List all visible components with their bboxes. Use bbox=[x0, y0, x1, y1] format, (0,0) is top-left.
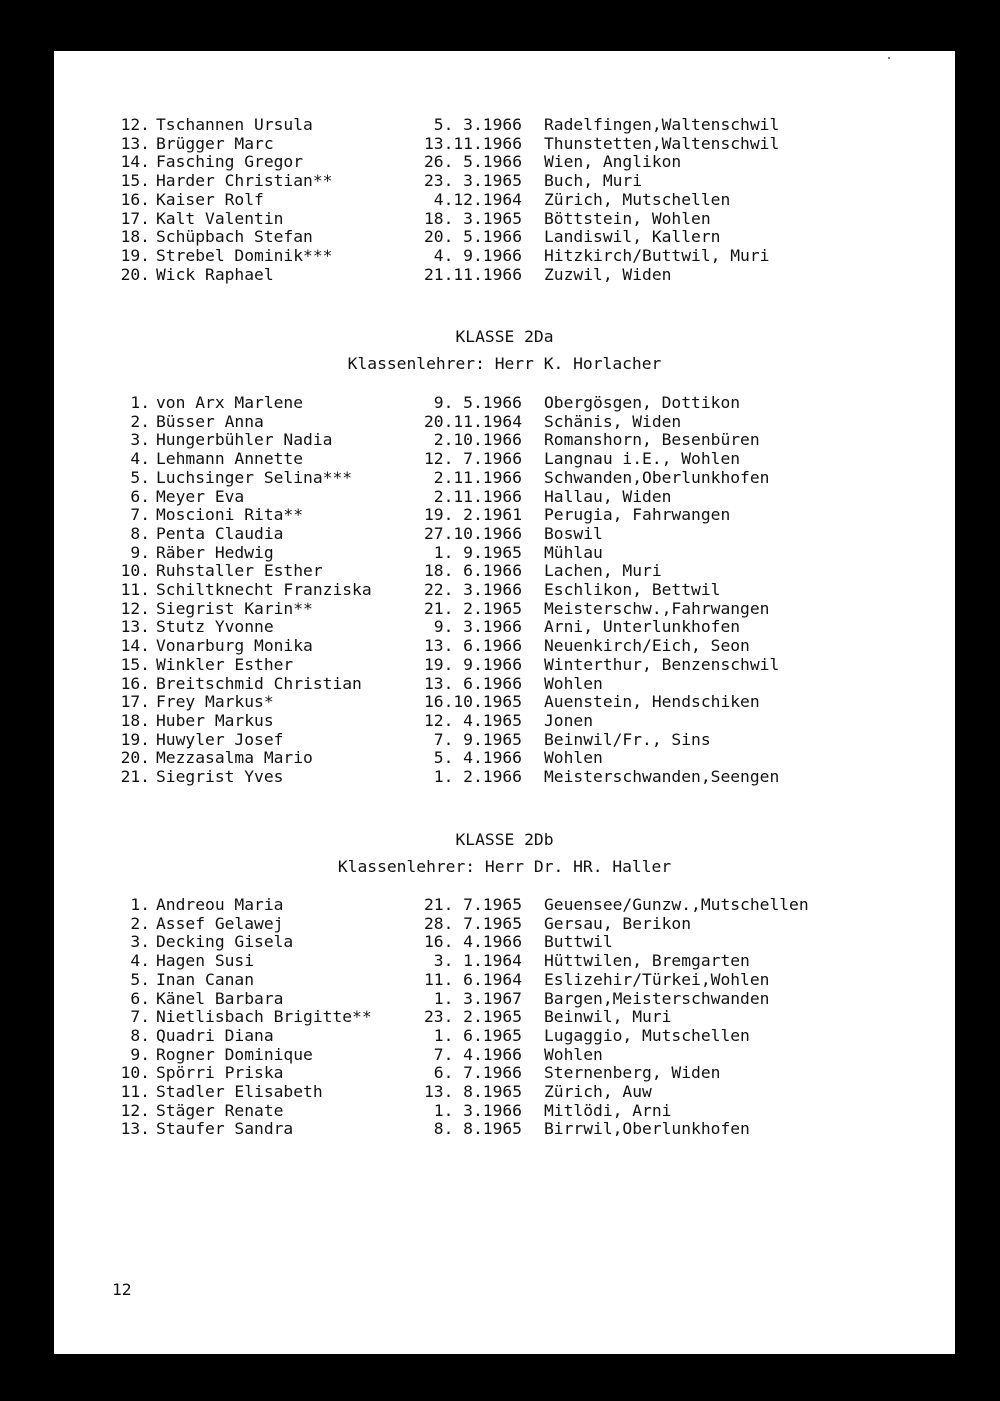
place-of-origin-residence: Arni, Unterlunkhofen bbox=[544, 617, 741, 637]
place-of-origin-residence: Langnau i.E., Wohlen bbox=[544, 449, 741, 469]
student-name: Wick Raphael bbox=[156, 264, 274, 284]
student-name: Strebel Dominik*** bbox=[156, 245, 333, 265]
place-of-origin-residence: Boswil bbox=[544, 523, 603, 543]
student-number: 1. bbox=[130, 393, 150, 412]
student-row bbox=[54, 970, 955, 989]
class-heading-2db: KLASSE 2Db bbox=[455, 830, 554, 849]
student-row bbox=[54, 412, 955, 431]
student-row bbox=[54, 1045, 955, 1064]
student-number: 8. bbox=[130, 523, 150, 543]
student-number: 16. bbox=[120, 673, 150, 693]
student-name: Huwyler Josef bbox=[156, 729, 284, 749]
place-of-origin-residence: Zuzwil, Widen bbox=[544, 264, 672, 284]
birth-date: 2.10.1966 bbox=[433, 430, 522, 450]
place-of-origin-residence: Meisterschw.,Fahrwangen bbox=[544, 598, 770, 618]
student-name: Kalt Valentin bbox=[156, 208, 284, 228]
birth-date: 27.10.1966 bbox=[423, 523, 522, 543]
student-number: 14. bbox=[120, 636, 150, 656]
student-row bbox=[54, 989, 955, 1008]
birth-date: 1. 3.1967 bbox=[433, 988, 522, 1008]
birth-date: 4. 9.1966 bbox=[433, 245, 522, 265]
birth-date: 13. 8.1965 bbox=[423, 1082, 522, 1101]
student-name: Spörri Priska bbox=[156, 1063, 284, 1083]
student-name: Schiltknecht Franziska bbox=[156, 580, 372, 599]
student-number: 13. bbox=[120, 1119, 150, 1139]
birth-date: 13.11.1966 bbox=[423, 133, 522, 153]
birth-date: 21.11.1966 bbox=[423, 264, 522, 284]
student-number: 10. bbox=[120, 1063, 150, 1083]
birth-date: 1. 2.1966 bbox=[433, 767, 522, 786]
student-number: 2. bbox=[130, 913, 150, 933]
student-name: Winkler Esther bbox=[156, 654, 294, 674]
student-number: 6. bbox=[130, 988, 150, 1008]
birth-date: 1. 6.1965 bbox=[433, 1025, 522, 1045]
birth-date: 19. 2.1961 bbox=[423, 505, 522, 525]
student-name: Siegrist Yves bbox=[156, 767, 284, 786]
birth-date: 13. 6.1966 bbox=[423, 673, 522, 693]
student-name: Moscioni Rita** bbox=[156, 505, 304, 525]
student-number: 7. bbox=[130, 1007, 150, 1027]
student-number: 6. bbox=[130, 486, 150, 506]
student-name: Decking Gisela bbox=[156, 932, 294, 952]
birth-date: 16.10.1965 bbox=[423, 692, 522, 712]
place-of-origin-residence: Mühlau bbox=[544, 542, 603, 562]
place-of-origin-residence: Eslizehir/Türkei,Wohlen bbox=[544, 969, 770, 989]
place-of-origin-residence: Mitlödi, Arni bbox=[544, 1100, 672, 1120]
place-of-origin-residence: Obergösgen, Dottikon bbox=[544, 393, 741, 412]
student-number: 21. bbox=[120, 767, 150, 786]
place-of-origin-residence: Landiswil, Kallern bbox=[544, 227, 721, 247]
student-number: 18. bbox=[120, 227, 150, 247]
student-row bbox=[54, 265, 955, 284]
birth-date: 5. 4.1966 bbox=[433, 748, 522, 768]
student-row bbox=[54, 505, 955, 524]
student-row bbox=[54, 227, 955, 246]
place-of-origin-residence: Perugia, Fahrwangen bbox=[544, 505, 731, 525]
student-name: Inan Canan bbox=[156, 969, 255, 989]
birth-date: 23. 2.1965 bbox=[423, 1007, 522, 1027]
student-number: 12. bbox=[120, 598, 150, 618]
birth-date: 6. 7.1966 bbox=[433, 1063, 522, 1083]
student-number: 1. bbox=[130, 895, 150, 914]
student-name: Vonarburg Monika bbox=[156, 636, 313, 656]
student-row bbox=[54, 152, 955, 171]
place-of-origin-residence: Winterthur, Benzenschwil bbox=[544, 654, 780, 674]
place-of-origin-residence: Birrwil,Oberlunkhofen bbox=[544, 1119, 750, 1139]
student-name: Andreou Maria bbox=[156, 895, 284, 914]
student-name: Staufer Sandra bbox=[156, 1119, 294, 1139]
birth-date: 12. 7.1966 bbox=[423, 449, 522, 469]
birth-date: 22. 3.1966 bbox=[423, 580, 522, 599]
student-name: Mezzasalma Mario bbox=[156, 748, 313, 768]
birth-date: 12. 4.1965 bbox=[423, 710, 522, 730]
student-row bbox=[54, 730, 955, 749]
student-number: 3. bbox=[130, 932, 150, 952]
student-number: 17. bbox=[120, 692, 150, 712]
birth-date: 7. 9.1965 bbox=[433, 729, 522, 749]
student-name: Rogner Dominique bbox=[156, 1044, 313, 1064]
student-row bbox=[54, 636, 955, 655]
student-row bbox=[54, 171, 955, 190]
student-number: 4. bbox=[130, 951, 150, 971]
place-of-origin-residence: Radelfingen,Waltenschwil bbox=[544, 115, 780, 134]
student-name: Lehmann Annette bbox=[156, 449, 304, 469]
class-teacher-2db: Klassenlehrer: Herr Dr. HR. Haller bbox=[337, 857, 672, 876]
place-of-origin-residence: Neuenkirch/Eich, Seon bbox=[544, 636, 750, 656]
student-row bbox=[54, 599, 955, 618]
student-number: 7. bbox=[130, 505, 150, 525]
student-row bbox=[54, 115, 955, 134]
student-row bbox=[54, 561, 955, 580]
place-of-origin-residence: Thunstetten,Waltenschwil bbox=[544, 133, 780, 153]
student-number: 20. bbox=[120, 264, 150, 284]
place-of-origin-residence: Wohlen bbox=[544, 1044, 603, 1064]
student-row bbox=[54, 134, 955, 153]
birth-date: 16. 4.1966 bbox=[423, 932, 522, 952]
student-number: 9. bbox=[130, 1044, 150, 1064]
student-number: 5. bbox=[130, 467, 150, 487]
place-of-origin-residence: Romanshorn, Besenbüren bbox=[544, 430, 760, 450]
birth-date: 2.11.1966 bbox=[433, 486, 522, 506]
birth-date: 21. 7.1965 bbox=[423, 895, 522, 914]
place-of-origin-residence: Lachen, Muri bbox=[544, 561, 662, 581]
student-name: Tschannen Ursula bbox=[156, 115, 313, 134]
place-of-origin-residence: Bargen,Meisterschwanden bbox=[544, 988, 770, 1008]
student-number: 9. bbox=[130, 542, 150, 562]
place-of-origin-residence: Beinwil, Muri bbox=[544, 1007, 672, 1027]
student-name: Räber Hedwig bbox=[156, 542, 274, 562]
student-row bbox=[54, 190, 955, 209]
student-row bbox=[54, 711, 955, 730]
place-of-origin-residence: Meisterschwanden,Seengen bbox=[544, 767, 780, 786]
student-name: Assef Gelawej bbox=[156, 913, 284, 933]
student-name: Hagen Susi bbox=[156, 951, 255, 971]
student-row bbox=[54, 543, 955, 562]
place-of-origin-residence: Geuensee/Gunzw.,Mutschellen bbox=[544, 895, 809, 914]
place-of-origin-residence: Auenstein, Hendschiken bbox=[544, 692, 760, 712]
student-row bbox=[54, 932, 955, 951]
student-number: 14. bbox=[120, 152, 150, 172]
student-number: 12. bbox=[120, 115, 150, 134]
birth-date: 7. 4.1966 bbox=[433, 1044, 522, 1064]
student-row bbox=[54, 524, 955, 543]
place-of-origin-residence: Jonen bbox=[544, 710, 594, 730]
student-row bbox=[54, 1101, 955, 1120]
student-name: Hungerbühler Nadia bbox=[156, 430, 333, 450]
student-row bbox=[54, 617, 955, 636]
birth-date: 18. 6.1966 bbox=[423, 561, 522, 581]
student-name: Stadler Elisabeth bbox=[156, 1082, 323, 1101]
student-number: 15. bbox=[120, 654, 150, 674]
birth-date: 26. 5.1966 bbox=[423, 152, 522, 172]
place-of-origin-residence: Schwanden,Oberlunkhofen bbox=[544, 467, 770, 487]
birth-date: 19. 9.1966 bbox=[423, 654, 522, 674]
student-row bbox=[54, 1026, 955, 1045]
student-row bbox=[54, 767, 955, 786]
student-name: Penta Claudia bbox=[156, 523, 284, 543]
place-of-origin-residence: Sternenberg, Widen bbox=[544, 1063, 721, 1083]
student-number: 19. bbox=[120, 729, 150, 749]
birth-date: 20.11.1964 bbox=[423, 411, 522, 431]
student-row bbox=[54, 895, 955, 914]
student-name: Brügger Marc bbox=[156, 133, 274, 153]
student-number: 8. bbox=[130, 1025, 150, 1045]
student-row bbox=[54, 487, 955, 506]
class-heading-2da: KLASSE 2Da bbox=[455, 327, 554, 346]
place-of-origin-residence: Eschlikon, Bettwil bbox=[544, 580, 721, 599]
student-row bbox=[54, 951, 955, 970]
student-row bbox=[54, 430, 955, 449]
student-row bbox=[54, 655, 955, 674]
student-row bbox=[54, 1063, 955, 1082]
student-number: 15. bbox=[120, 171, 150, 191]
place-of-origin-residence: Wien, Anglikon bbox=[544, 152, 682, 172]
student-number: 11. bbox=[120, 1082, 150, 1101]
student-name: Schüpbach Stefan bbox=[156, 227, 313, 247]
student-row bbox=[54, 914, 955, 933]
student-name: Büsser Anna bbox=[156, 411, 264, 431]
birth-date: 18. 3.1965 bbox=[423, 208, 522, 228]
student-row bbox=[54, 449, 955, 468]
place-of-origin-residence: Hüttwilen, Bremgarten bbox=[544, 951, 750, 971]
birth-date: 28. 7.1965 bbox=[423, 913, 522, 933]
student-row bbox=[54, 393, 955, 412]
student-row bbox=[54, 692, 955, 711]
student-name: Ruhstaller Esther bbox=[156, 561, 323, 581]
document-page bbox=[54, 51, 955, 1354]
student-name: Huber Markus bbox=[156, 710, 274, 730]
birth-date: 4.12.1964 bbox=[433, 189, 522, 209]
birth-date: 9. 3.1966 bbox=[433, 617, 522, 637]
student-number: 13. bbox=[120, 133, 150, 153]
place-of-origin-residence: Zürich, Auw bbox=[544, 1082, 652, 1101]
place-of-origin-residence: Buch, Muri bbox=[544, 171, 643, 191]
student-row bbox=[54, 748, 955, 767]
student-row bbox=[54, 246, 955, 265]
student-number: 10. bbox=[120, 561, 150, 581]
place-of-origin-residence: Wohlen bbox=[544, 748, 603, 768]
student-number: 4. bbox=[130, 449, 150, 469]
student-row bbox=[54, 1007, 955, 1026]
birth-date: 23. 3.1965 bbox=[423, 171, 522, 191]
student-name: Stäger Renate bbox=[156, 1100, 284, 1120]
student-name: Frey Markus* bbox=[156, 692, 274, 712]
place-of-origin-residence: Beinwil/Fr., Sins bbox=[544, 729, 711, 749]
birth-date: 3. 1.1964 bbox=[433, 951, 522, 971]
birth-date: 2.11.1966 bbox=[433, 467, 522, 487]
birth-date: 11. 6.1964 bbox=[423, 969, 522, 989]
student-number: 19. bbox=[120, 245, 150, 265]
student-number: 5. bbox=[130, 969, 150, 989]
student-number: 18. bbox=[120, 710, 150, 730]
student-row bbox=[54, 468, 955, 487]
birth-date: 1. 9.1965 bbox=[433, 542, 522, 562]
student-row bbox=[54, 580, 955, 599]
place-of-origin-residence: Wohlen bbox=[544, 673, 603, 693]
student-number: 11. bbox=[120, 580, 150, 599]
student-name: Kaiser Rolf bbox=[156, 189, 264, 209]
student-name: Breitschmid Christian bbox=[156, 673, 362, 693]
student-name: Quadri Diana bbox=[156, 1025, 274, 1045]
place-of-origin-residence: Hallau, Widen bbox=[544, 486, 672, 506]
class-teacher-2da: Klassenlehrer: Herr K. Horlacher bbox=[347, 354, 662, 373]
student-row bbox=[54, 209, 955, 228]
student-name: von Arx Marlene bbox=[156, 393, 304, 412]
birth-date: 9. 5.1966 bbox=[433, 393, 522, 412]
place-of-origin-residence: Lugaggio, Mutschellen bbox=[544, 1025, 750, 1045]
student-row bbox=[54, 1082, 955, 1101]
student-name: Känel Barbara bbox=[156, 988, 284, 1008]
place-of-origin-residence: Gersau, Berikon bbox=[544, 913, 692, 933]
student-name: Meyer Eva bbox=[156, 486, 245, 506]
place-of-origin-residence: Buttwil bbox=[544, 932, 613, 952]
birth-date: 5. 3.1966 bbox=[433, 115, 522, 134]
student-number: 3. bbox=[130, 430, 150, 450]
student-name: Stutz Yvonne bbox=[156, 617, 274, 637]
student-number: 12. bbox=[120, 1100, 150, 1120]
place-of-origin-residence: Hitzkirch/Buttwil, Muri bbox=[544, 245, 770, 265]
birth-date: 20. 5.1966 bbox=[423, 227, 522, 247]
place-of-origin-residence: Zürich, Mutschellen bbox=[544, 189, 731, 209]
place-of-origin-residence: Böttstein, Wohlen bbox=[544, 208, 711, 228]
birth-date: 13. 6.1966 bbox=[423, 636, 522, 656]
student-number: 16. bbox=[120, 189, 150, 209]
student-name: Nietlisbach Brigitte** bbox=[156, 1007, 372, 1027]
student-name: Siegrist Karin** bbox=[156, 598, 313, 618]
student-name: Luchsinger Selina*** bbox=[156, 467, 353, 487]
student-name: Harder Christian** bbox=[156, 171, 333, 191]
place-of-origin-residence: Schänis, Widen bbox=[544, 411, 682, 431]
birth-date: 21. 2.1965 bbox=[423, 598, 522, 618]
page-number: 12 bbox=[112, 1280, 132, 1299]
student-number: 13. bbox=[120, 617, 150, 637]
student-number: 2. bbox=[130, 411, 150, 431]
scan-speck bbox=[888, 57, 890, 59]
student-row bbox=[54, 1119, 955, 1138]
student-name: Fasching Gregor bbox=[156, 152, 304, 172]
student-row bbox=[54, 674, 955, 693]
student-number: 17. bbox=[120, 208, 150, 228]
birth-date: 1. 3.1966 bbox=[433, 1100, 522, 1120]
birth-date: 8. 8.1965 bbox=[433, 1119, 522, 1139]
student-number: 20. bbox=[120, 748, 150, 768]
